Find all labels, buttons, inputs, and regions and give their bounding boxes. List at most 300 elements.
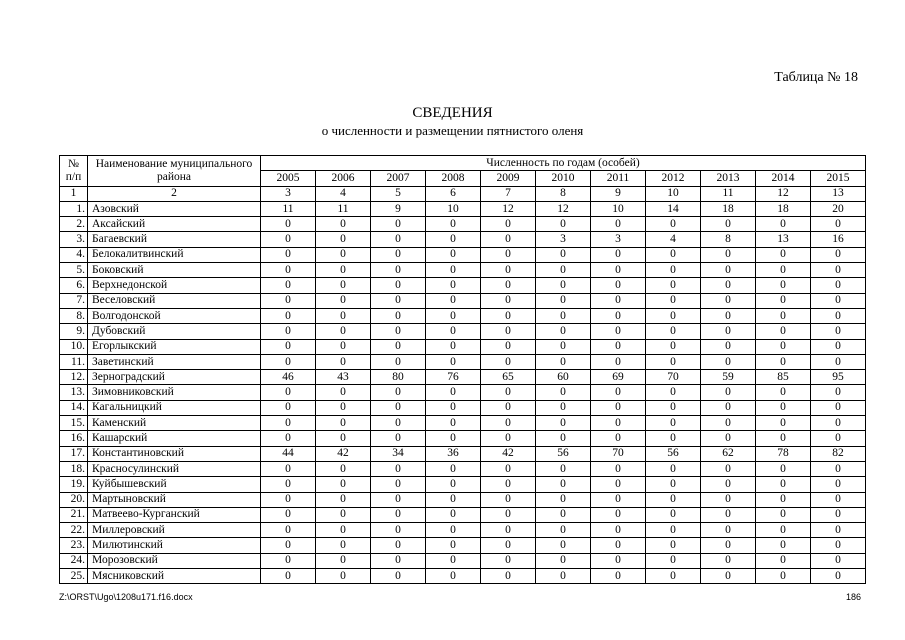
count-cell: 0 [701, 247, 756, 262]
count-cell: 0 [261, 324, 316, 339]
count-cell: 0 [811, 217, 866, 232]
district-name: Константиновский [88, 446, 261, 461]
count-cell: 0 [261, 400, 316, 415]
row-number: 5. [60, 263, 88, 278]
count-cell: 0 [591, 385, 646, 400]
row-number: 11. [60, 354, 88, 369]
count-cell: 0 [701, 431, 756, 446]
row-number: 21. [60, 507, 88, 522]
count-cell: 0 [426, 247, 481, 262]
district-name: Матвеево-Курганский [88, 507, 261, 522]
count-cell: 0 [591, 339, 646, 354]
count-cell: 0 [481, 385, 536, 400]
count-cell: 8 [701, 232, 756, 247]
count-cell: 9 [371, 201, 426, 216]
row-number: 22. [60, 523, 88, 538]
count-cell: 0 [701, 523, 756, 538]
count-cell: 0 [316, 247, 371, 262]
column-number: 1 [60, 186, 88, 201]
row-number: 25. [60, 569, 88, 584]
count-cell: 0 [261, 293, 316, 308]
count-cell: 0 [426, 278, 481, 293]
count-cell: 0 [261, 278, 316, 293]
count-cell: 0 [811, 263, 866, 278]
count-cell: 0 [316, 354, 371, 369]
count-cell: 0 [371, 324, 426, 339]
count-cell: 0 [261, 339, 316, 354]
count-cell: 0 [261, 538, 316, 553]
count-cell: 0 [426, 477, 481, 492]
count-cell: 0 [811, 431, 866, 446]
district-name: Кашарский [88, 431, 261, 446]
count-cell: 0 [481, 553, 536, 568]
count-cell: 0 [261, 553, 316, 568]
count-cell: 0 [536, 461, 591, 476]
column-number: 2 [88, 186, 261, 201]
district-name: Дубовский [88, 324, 261, 339]
count-cell: 0 [756, 324, 811, 339]
count-cell: 0 [646, 385, 701, 400]
count-cell: 0 [536, 523, 591, 538]
district-name: Волгодонской [88, 308, 261, 323]
count-cell: 0 [316, 217, 371, 232]
deer-population-table [59, 155, 866, 584]
table-row [60, 416, 866, 431]
table-row [60, 477, 866, 492]
count-cell: 0 [481, 247, 536, 262]
count-cell: 0 [701, 278, 756, 293]
count-cell: 0 [756, 339, 811, 354]
table-row [60, 492, 866, 507]
table-row [60, 278, 866, 293]
count-cell: 0 [701, 263, 756, 278]
count-cell: 44 [261, 446, 316, 461]
count-cell: 0 [756, 293, 811, 308]
count-cell: 0 [536, 263, 591, 278]
count-cell: 0 [811, 339, 866, 354]
count-cell: 0 [646, 339, 701, 354]
count-cell: 0 [261, 569, 316, 584]
count-cell: 18 [756, 201, 811, 216]
count-cell: 0 [756, 507, 811, 522]
table-header [60, 156, 866, 202]
count-cell: 0 [371, 553, 426, 568]
count-cell: 85 [756, 370, 811, 385]
count-cell: 0 [536, 507, 591, 522]
count-cell: 0 [261, 354, 316, 369]
district-name: Милютинский [88, 538, 261, 553]
count-cell: 0 [316, 308, 371, 323]
count-cell: 0 [591, 247, 646, 262]
row-number: 1. [60, 201, 88, 216]
count-cell: 0 [481, 339, 536, 354]
count-cell: 0 [261, 263, 316, 278]
district-name: Миллеровский [88, 523, 261, 538]
count-cell: 0 [481, 416, 536, 431]
count-cell: 0 [756, 263, 811, 278]
row-number: 10. [60, 339, 88, 354]
count-cell: 0 [316, 431, 371, 446]
count-cell: 0 [646, 507, 701, 522]
count-cell: 0 [811, 569, 866, 584]
count-cell: 4 [646, 232, 701, 247]
count-cell: 0 [481, 263, 536, 278]
column-number: 8 [536, 186, 591, 201]
count-cell: 0 [646, 569, 701, 584]
count-cell: 0 [371, 385, 426, 400]
count-cell: 0 [481, 477, 536, 492]
row-number: 4. [60, 247, 88, 262]
count-cell: 0 [591, 400, 646, 415]
district-name: Егорлыкский [88, 339, 261, 354]
row-number: 16. [60, 431, 88, 446]
count-cell: 12 [536, 201, 591, 216]
table-row [60, 293, 866, 308]
district-name: Зимовниковский [88, 385, 261, 400]
column-number: 4 [316, 186, 371, 201]
count-cell: 0 [316, 523, 371, 538]
district-name: Белокалитвинский [88, 247, 261, 262]
count-cell: 0 [701, 308, 756, 323]
count-cell: 0 [481, 217, 536, 232]
count-cell: 0 [426, 538, 481, 553]
count-cell: 80 [371, 370, 426, 385]
count-cell: 0 [261, 232, 316, 247]
header-column-numbers-row [60, 186, 866, 201]
district-name: Багаевский [88, 232, 261, 247]
table-body [60, 201, 866, 583]
count-cell: 0 [811, 461, 866, 476]
header-year: 2013 [701, 171, 756, 186]
count-cell: 0 [316, 507, 371, 522]
count-cell: 0 [371, 354, 426, 369]
count-cell: 0 [371, 523, 426, 538]
count-cell: 0 [481, 538, 536, 553]
count-cell: 0 [811, 278, 866, 293]
count-cell: 0 [481, 232, 536, 247]
row-number: 2. [60, 217, 88, 232]
count-cell: 0 [591, 523, 646, 538]
count-cell: 0 [426, 263, 481, 278]
count-cell: 0 [371, 538, 426, 553]
count-cell: 0 [811, 477, 866, 492]
count-cell: 0 [536, 492, 591, 507]
count-cell: 0 [371, 400, 426, 415]
count-cell: 0 [701, 324, 756, 339]
document-subtitle: о численности и размещении пятнистого оленя [321, 123, 584, 138]
count-cell: 0 [371, 293, 426, 308]
count-cell: 0 [371, 477, 426, 492]
count-cell: 0 [316, 569, 371, 584]
count-cell: 0 [701, 339, 756, 354]
table-row [60, 538, 866, 553]
row-number: 3. [60, 232, 88, 247]
count-cell: 0 [261, 523, 316, 538]
count-cell: 0 [811, 354, 866, 369]
count-cell: 0 [316, 293, 371, 308]
count-cell: 0 [701, 416, 756, 431]
count-cell: 0 [371, 431, 426, 446]
count-cell: 0 [536, 569, 591, 584]
count-cell: 82 [811, 446, 866, 461]
count-cell: 0 [481, 507, 536, 522]
count-cell: 0 [536, 324, 591, 339]
count-cell: 0 [646, 400, 701, 415]
count-cell: 0 [481, 461, 536, 476]
count-cell: 0 [316, 263, 371, 278]
count-cell: 0 [756, 461, 811, 476]
table-row [60, 232, 866, 247]
count-cell: 0 [646, 263, 701, 278]
count-cell: 0 [426, 492, 481, 507]
district-name: Боковский [88, 263, 261, 278]
count-cell: 69 [591, 370, 646, 385]
district-name: Верхнедонской [88, 278, 261, 293]
table-row [60, 263, 866, 278]
count-cell: 0 [756, 416, 811, 431]
count-cell: 11 [261, 201, 316, 216]
count-cell: 0 [591, 461, 646, 476]
column-number: 9 [591, 186, 646, 201]
count-cell: 0 [701, 553, 756, 568]
count-cell: 62 [701, 446, 756, 461]
count-cell: 13 [756, 232, 811, 247]
table-row [60, 308, 866, 323]
count-cell: 0 [536, 416, 591, 431]
count-cell: 65 [481, 370, 536, 385]
count-cell: 0 [426, 354, 481, 369]
count-cell: 60 [536, 370, 591, 385]
district-name: Красносулинский [88, 461, 261, 476]
count-cell: 0 [426, 324, 481, 339]
count-cell: 0 [536, 385, 591, 400]
table-number: Таблица № 18 [774, 70, 858, 85]
count-cell: 0 [371, 308, 426, 323]
count-cell: 0 [701, 492, 756, 507]
count-cell: 0 [371, 278, 426, 293]
count-cell: 0 [811, 293, 866, 308]
count-cell: 0 [646, 477, 701, 492]
count-cell: 0 [261, 385, 316, 400]
row-number: 24. [60, 553, 88, 568]
header-name: Наименование муниципального района [88, 156, 261, 187]
count-cell: 0 [756, 431, 811, 446]
count-cell: 0 [536, 339, 591, 354]
district-name: Азовский [88, 201, 261, 216]
header-num: № п/п [60, 156, 88, 187]
count-cell: 0 [536, 477, 591, 492]
district-name: Мартыновский [88, 492, 261, 507]
row-number: 18. [60, 461, 88, 476]
count-cell: 0 [316, 477, 371, 492]
count-cell: 56 [646, 446, 701, 461]
count-cell: 0 [481, 293, 536, 308]
district-name: Морозовский [88, 553, 261, 568]
header-year: 2007 [371, 171, 426, 186]
table-row [60, 569, 866, 584]
count-cell: 0 [811, 553, 866, 568]
count-cell: 0 [756, 308, 811, 323]
table-row [60, 400, 866, 415]
count-cell: 0 [261, 431, 316, 446]
count-cell: 0 [371, 247, 426, 262]
count-cell: 0 [811, 324, 866, 339]
count-cell: 0 [536, 431, 591, 446]
count-cell: 0 [261, 477, 316, 492]
count-cell: 0 [536, 538, 591, 553]
column-number: 10 [646, 186, 701, 201]
column-number: 3 [261, 186, 316, 201]
count-cell: 0 [426, 461, 481, 476]
table-row [60, 201, 866, 216]
count-cell: 14 [646, 201, 701, 216]
table-row [60, 461, 866, 476]
count-cell: 0 [316, 492, 371, 507]
count-cell: 0 [811, 308, 866, 323]
count-cell: 18 [701, 201, 756, 216]
count-cell: 0 [646, 492, 701, 507]
count-cell: 0 [426, 339, 481, 354]
count-cell: 0 [646, 431, 701, 446]
footer-page-number: 186 [845, 592, 861, 602]
table-row [60, 217, 866, 232]
count-cell: 0 [371, 416, 426, 431]
header-year: 2009 [481, 171, 536, 186]
count-cell: 0 [426, 569, 481, 584]
count-cell: 0 [701, 507, 756, 522]
count-cell: 0 [536, 293, 591, 308]
count-cell: 0 [701, 477, 756, 492]
count-cell: 0 [756, 553, 811, 568]
count-cell: 0 [316, 553, 371, 568]
row-number: 12. [60, 370, 88, 385]
count-cell: 46 [261, 370, 316, 385]
count-cell: 0 [536, 553, 591, 568]
count-cell: 0 [756, 247, 811, 262]
table-row [60, 431, 866, 446]
count-cell: 0 [536, 400, 591, 415]
row-number: 17. [60, 446, 88, 461]
header-year: 2015 [811, 171, 866, 186]
district-name: Мясниковский [88, 569, 261, 584]
count-cell: 0 [481, 400, 536, 415]
header-year: 2012 [646, 171, 701, 186]
count-cell: 0 [811, 507, 866, 522]
row-number: 6. [60, 278, 88, 293]
count-cell: 0 [756, 492, 811, 507]
count-cell: 42 [481, 446, 536, 461]
count-cell: 0 [646, 217, 701, 232]
count-cell: 0 [481, 278, 536, 293]
count-cell: 0 [316, 339, 371, 354]
count-cell: 0 [591, 308, 646, 323]
count-cell: 43 [316, 370, 371, 385]
count-cell: 0 [316, 461, 371, 476]
column-number: 5 [371, 186, 426, 201]
count-cell: 0 [756, 569, 811, 584]
column-number: 11 [701, 186, 756, 201]
count-cell: 0 [371, 232, 426, 247]
count-cell: 0 [646, 553, 701, 568]
count-cell: 0 [646, 293, 701, 308]
table-row [60, 354, 866, 369]
count-cell: 16 [811, 232, 866, 247]
count-cell: 0 [811, 400, 866, 415]
row-number: 15. [60, 416, 88, 431]
count-cell: 0 [261, 217, 316, 232]
count-cell: 0 [591, 263, 646, 278]
count-cell: 0 [316, 324, 371, 339]
row-number: 19. [60, 477, 88, 492]
header-year: 2005 [261, 171, 316, 186]
count-cell: 0 [261, 308, 316, 323]
count-cell: 0 [756, 523, 811, 538]
count-cell: 0 [426, 217, 481, 232]
district-name: Куйбышевский [88, 477, 261, 492]
count-cell: 0 [646, 324, 701, 339]
count-cell: 0 [646, 308, 701, 323]
count-cell: 0 [811, 523, 866, 538]
count-cell: 0 [316, 278, 371, 293]
count-cell: 0 [426, 385, 481, 400]
count-cell: 0 [701, 569, 756, 584]
count-cell: 0 [591, 507, 646, 522]
table-row [60, 339, 866, 354]
count-cell: 0 [701, 354, 756, 369]
count-cell: 0 [371, 263, 426, 278]
count-cell: 0 [426, 553, 481, 568]
count-cell: 0 [481, 523, 536, 538]
count-cell: 0 [371, 339, 426, 354]
count-cell: 0 [591, 492, 646, 507]
count-cell: 0 [811, 247, 866, 262]
count-cell: 0 [481, 431, 536, 446]
count-cell: 59 [701, 370, 756, 385]
count-cell: 0 [591, 278, 646, 293]
document-title: СВЕДЕНИЯ [412, 105, 493, 121]
row-number: 23. [60, 538, 88, 553]
count-cell: 0 [646, 247, 701, 262]
count-cell: 0 [261, 461, 316, 476]
count-cell: 0 [591, 477, 646, 492]
count-cell: 0 [591, 324, 646, 339]
count-cell: 12 [481, 201, 536, 216]
district-name: Веселовский [88, 293, 261, 308]
district-name: Каменский [88, 416, 261, 431]
table-row [60, 523, 866, 538]
table-row [60, 370, 866, 385]
table-row [60, 553, 866, 568]
count-cell: 0 [426, 416, 481, 431]
column-number: 7 [481, 186, 536, 201]
count-cell: 11 [316, 201, 371, 216]
count-cell: 0 [591, 431, 646, 446]
count-cell: 0 [646, 354, 701, 369]
table-row [60, 247, 866, 262]
count-cell: 0 [371, 492, 426, 507]
count-cell: 0 [536, 217, 591, 232]
count-cell: 0 [371, 461, 426, 476]
count-cell: 0 [591, 217, 646, 232]
count-cell: 10 [426, 201, 481, 216]
count-cell: 0 [646, 461, 701, 476]
count-cell: 0 [481, 308, 536, 323]
count-cell: 78 [756, 446, 811, 461]
district-name: Зерноградский [88, 370, 261, 385]
count-cell: 0 [811, 385, 866, 400]
count-cell: 0 [646, 523, 701, 538]
column-number: 13 [811, 186, 866, 201]
